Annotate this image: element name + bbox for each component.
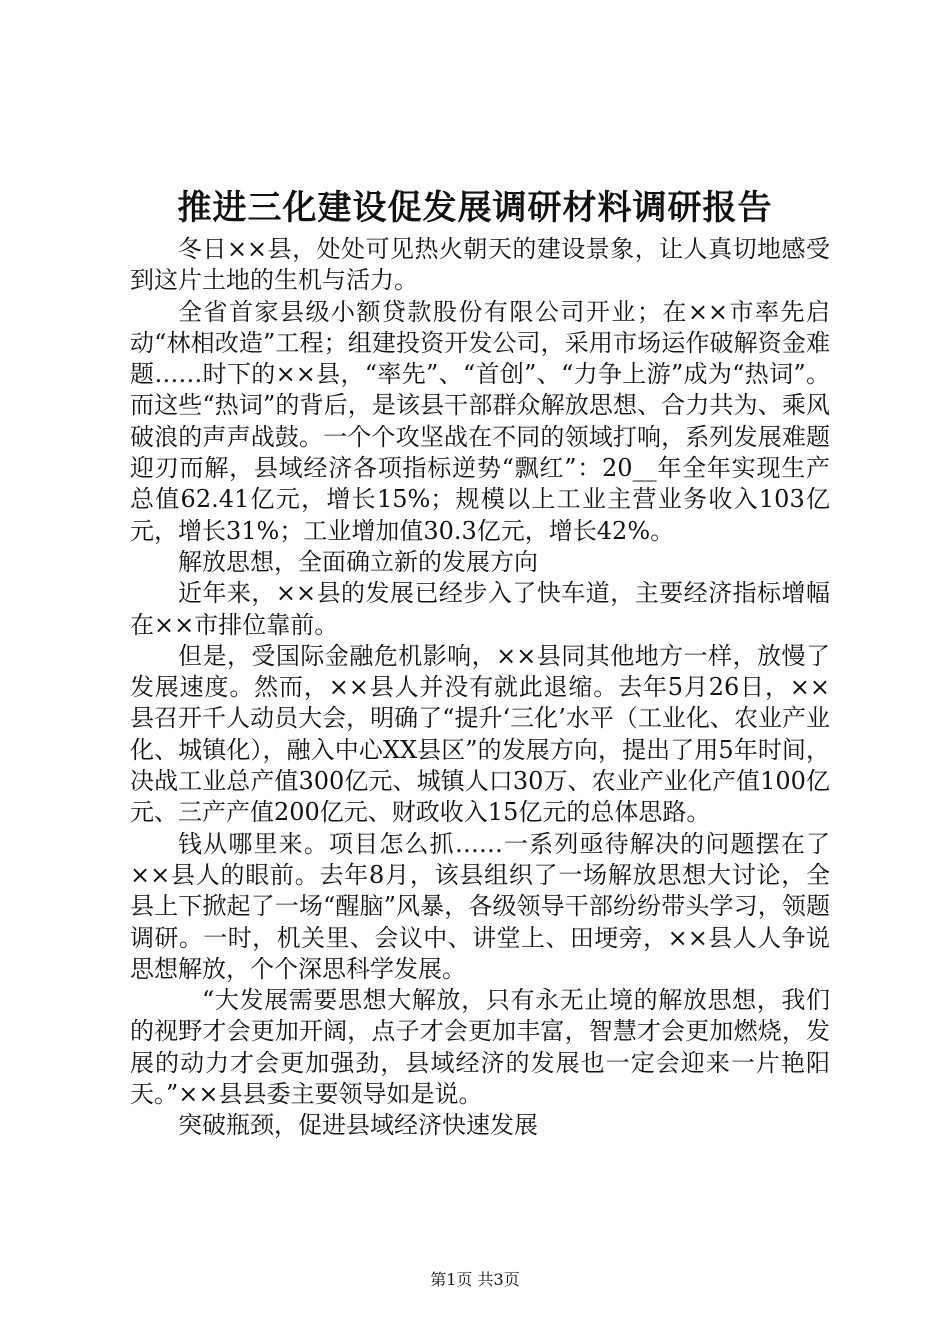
- paragraph-achievements: 全省首家县级小额贷款股份有限公司开业；在××市率先启动“林相改造”工程；组建投资开发公司，采用市场运作破解资金难题……时下的××县，“率先”、“首创”、“力争上游”成为“热词”。而这些“热词”的背后，是该县干部群众解放思想、合力共为、乘风破浪的声声战鼓。一个个攻坚战在不同的领域打响，系列发展难题迎刃而解，县域经济各项指标逆势“飘红”：20__年全年实现生产总值62.41亿元，增长15%；规模以上工业主营业务收入103亿元，增长31%；工业增加值30.3亿元，增长42%。: [130, 297, 830, 545]
- paragraph-development-direction: 但是，受国际金融危机影响，××县同其他地方一样，放慢了发展速度。然而，××县人并没有就此退缩。去年5月26日，××县召开千人动员大会，明确了“提升‘三化’水平（工业化、农业产业化、城镇化），融入中心XX县区”的发展方向，提出了用5年时间，决战工业总产值300亿元、城镇人口30万、农业产业化产值100亿元、三产产值200亿元、财政收入15亿元的总体思路。: [130, 641, 830, 827]
- section-heading-break-bottleneck: 突破瓶颈，促进县域经济快速发展: [178, 1111, 538, 1140]
- paragraph-leader-quote: “大发展需要思想大解放，只有永无止境的解放思想，我们的视野才会更加开阔，点子才会更加丰富，智慧才会更加燃烧，发展的动力才会更加强劲，县域经济的发展也一定会迎来一片艳阳天。”××县县委主要领导如是说。: [130, 986, 830, 1109]
- paragraph-intro: 冬日××县，处处可见热火朝天的建设景象，让人真切地感受到这片土地的生机与活力。: [130, 235, 830, 295]
- section-heading-liberate-thought: 解放思想，全面确立新的发展方向: [178, 547, 538, 576]
- paragraph-fast-track: 近年来，××县的发展已经步入了快车道，主要经济指标增幅在××市排位靠前。: [130, 579, 830, 639]
- page-footer: 第1页 共3页: [430, 1270, 520, 1289]
- document-body: [130, 234, 830, 1142]
- paragraph-discussion: 钱从哪里来。项目怎么抓……一系列亟待解决的问题摆在了××县人的眼前。去年8月，该县组织了一场解放思想大讨论，全县上下掀起了一场“醒脑”风暴，各级领导干部纷纷带头学习，领题调研。一时，机关里、会议中、讲堂上、田埂旁，××县人人争说思想解放，个个深思科学发展。: [130, 829, 830, 983]
- document-title: 推进三化建设促发展调研材料调研报告: [177, 188, 773, 228]
